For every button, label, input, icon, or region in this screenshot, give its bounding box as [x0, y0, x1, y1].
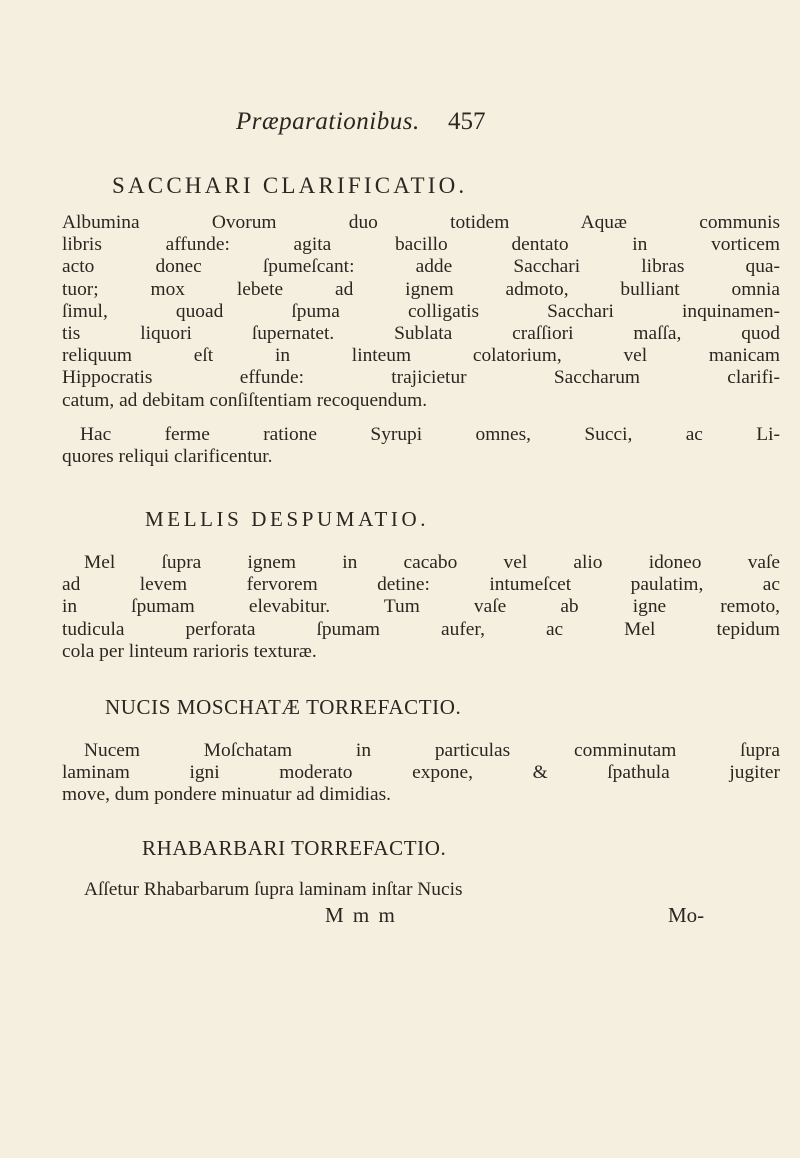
text-line: acto donec ſpumeſcant: adde Sacchari libras qua-	[62, 256, 780, 278]
text-line: Albumina Ovorum duo totidem Aquæ communis	[62, 212, 780, 233]
text-line: Hac ferme ratione Syrupi omnes, Succi, ac Li-	[80, 424, 780, 445]
text-line: in ſpumam elevabitur. Tum vaſe ab igne remoto,	[62, 596, 780, 618]
running-head	[0, 108, 800, 142]
section-title-sacchari: SACCHARI CLARIFICATIO.	[112, 173, 468, 198]
text-line: tudicula perforata ſpumam aufer, ac Mel tepidum	[62, 618, 780, 640]
text-line: tuor; mox lebete ad ignem admoto, bulliant omnia	[62, 278, 780, 300]
text-line: tis liquori ſupernatet. Sublata craſſiori maſſa, quod	[62, 323, 780, 345]
text-line: move, dum pondere minuatur ad dimidias.	[62, 784, 392, 806]
text-line: quores reliqui clarificentur.	[62, 446, 273, 468]
text-line: Nucem Moſchatam in particulas comminutam ſupra	[84, 740, 780, 761]
text-line: laminam igni moderato expone, & ſpathula jugiter	[62, 762, 780, 784]
signature-mark: M m m	[325, 903, 397, 927]
text-line: catum, ad debitam conſiſtentiam recoquendum.	[62, 389, 428, 411]
paragraph-sacchari-2	[62, 424, 780, 468]
text-line: Hippocratis effunde: trajicietur Saccharum clarifi-	[62, 367, 780, 389]
section-title-nucis: NUCIS MOSCHATÆ TORREFACTIO.	[105, 695, 462, 719]
text-line: Aſſetur Rhabarbarum ſupra laminam inſtar Nucis	[84, 879, 463, 900]
text-line: libris affunde: agita bacillo dentato in vorticem	[62, 234, 780, 256]
catchword: Mo-	[668, 903, 705, 927]
paragraph-sacchari-1	[62, 212, 780, 412]
text-line: reliquum eſt in linteum colatorium, vel manicam	[62, 345, 780, 367]
section-title-mellis: MELLIS DESPUMATIO.	[145, 507, 430, 531]
text-line: cola per linteum rarioris texturæ.	[62, 640, 317, 662]
text-line: ſimul, quoad ſpuma colligatis Sacchari inquinamen-	[62, 300, 780, 322]
page-footer	[0, 903, 800, 933]
paragraph-nucis	[62, 740, 780, 807]
paragraph-rhabarbari	[62, 879, 780, 901]
page-number: 457	[448, 108, 486, 135]
section-title-rhabarbari: RHABARBARI TORREFACTIO.	[142, 836, 447, 860]
text-line: ad levem fervorem detine: intumeſcet paulatim, ac	[62, 574, 780, 596]
running-head-title: Præparationibus.	[236, 108, 420, 135]
text-line: Mel ſupra ignem in cacabo vel alio idoneo vaſe	[84, 552, 780, 573]
paragraph-mellis	[62, 552, 780, 663]
